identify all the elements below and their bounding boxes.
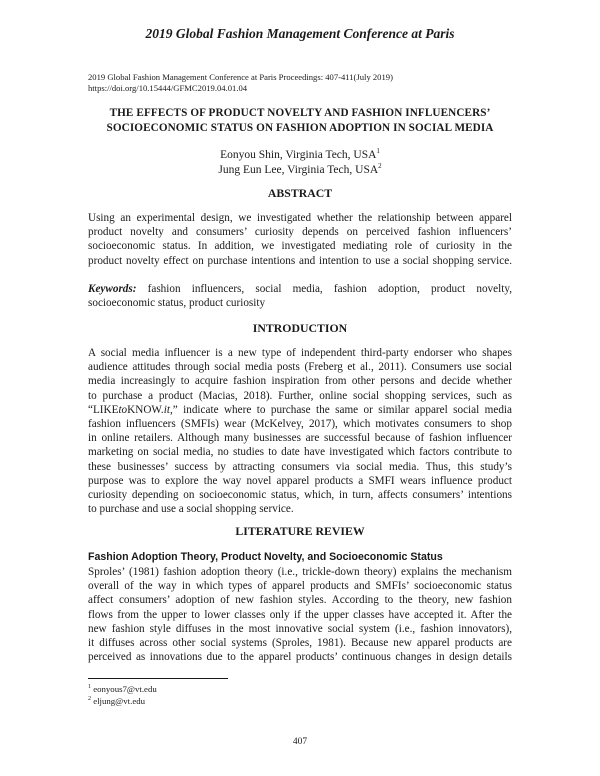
text-line: overall of the way in which types of apparel products and SMFIs’ socioeconomic status: [88, 580, 512, 593]
page-number: 407: [292, 737, 308, 747]
text-line: purpose was to explore the way novel apparel products a SMFI wears influence product: [88, 474, 512, 487]
abstract-body: [88, 211, 512, 268]
text-line: flows from the upper to lower classes only if the upper classes have accepted it. After the: [88, 608, 512, 621]
author-list: [0, 148, 600, 177]
footnotes: [88, 683, 157, 707]
inline-text: “LIKE: [88, 403, 119, 416]
text-line: media increasingly to acquire fashion inspiration from other persons and decide whether: [88, 375, 512, 388]
footnote: [88, 695, 157, 707]
footnote: [88, 683, 157, 695]
text-line: in online retailers. Although many businesses are successful because of fashion influencer: [88, 432, 512, 445]
keywords-list: fashion influencers, social media, fashion adoption, product novelty,: [136, 283, 512, 295]
text-line: perceived as innovations due to the apparel products’ continuous changes in design details: [88, 651, 512, 664]
text-line: socioeconomic status. In addition, we investigated mediating role of curiosity in the: [88, 240, 512, 253]
footnote-email[interactable]: eonyous7@vt.edu: [91, 684, 157, 694]
doi-link[interactable]: https://doi.org/10.15444/GFMC2019.04.01.04: [88, 83, 248, 93]
abstract-heading: ABSTRACT: [267, 186, 333, 200]
running-head: 2019 Global Fashion Management Conference at Paris: [145, 26, 455, 41]
text-line: audience attitudes through social media posts (Freberg et al., 2011). Consumers use social: [88, 361, 512, 374]
introduction-heading: INTRODUCTION: [252, 321, 348, 335]
text-line: to purchase and use a social shopping service.: [88, 503, 294, 516]
inline-italic: to: [118, 403, 128, 416]
literature-review-heading: LITERATURE REVIEW: [235, 524, 365, 538]
author-name: Jung Eun Lee, Virginia Tech, USA: [218, 163, 379, 176]
text-line: to purchase a product (Macias, 2018). Further, online social shopping services, such as: [88, 389, 512, 402]
text-line: [88, 403, 512, 417]
inline-text: KNOW.: [127, 403, 164, 416]
text-line: it diffuses across other social systems (Sproles, 1981). Because new apparel products are: [88, 637, 512, 650]
author-footnote-mark: 1: [376, 147, 380, 156]
keywords-label: Keywords:: [88, 283, 137, 295]
keywords: [88, 282, 512, 310]
title-line: THE EFFECTS OF PRODUCT NOVELTY AND FASHION INFLUENCERS’: [109, 107, 491, 119]
inline-text: ,” indicate where to purchase the same or similar apparel social media: [169, 403, 512, 416]
literature-review-body: [88, 565, 512, 664]
text-line: A social media influencer is a new type of independent third-party endorser who shapes: [88, 347, 512, 359]
proceedings-citation: 2019 Global Fashion Management Conference at Paris Proceedings: 407-411(July 2019): [88, 72, 393, 82]
footnote-divider: [88, 678, 228, 679]
footnote-email[interactable]: eljung@vt.edu: [91, 696, 146, 706]
section-subheading: Fashion Adoption Theory, Product Novelty, and Socioeconomic Status: [88, 551, 443, 563]
text-line: Using an experimental design, we investigated whether the relationship between apparel: [88, 212, 512, 224]
author-name: Eonyou Shin, Virginia Tech, USA: [220, 149, 377, 161]
text-line: socioeconomic status, product curiosity: [88, 297, 266, 310]
footnote-mark: 1: [88, 684, 91, 691]
inline-italic: it: [163, 403, 170, 416]
text-line: product novelty and consumers’ curiosity depends on perceived fashion influencers’: [88, 226, 512, 239]
text-line: affect consumers’ adoption of new fashion styles. According to the theory, new fashion: [88, 594, 512, 607]
footnote-mark: 2: [88, 696, 91, 703]
text-line: these businesses’ success by attracting consumers via social media. Thus, this study’s: [88, 460, 512, 473]
author-footnote-mark: 2: [378, 161, 382, 170]
proceedings-info: [88, 72, 393, 94]
text-line: product novelty effect on purchase intentions and intention to use a social shopping service.: [88, 254, 512, 267]
text-line: Sproles’ (1981) fashion adoption theory (i.e., trickle-down theory) explains the mechanism: [88, 566, 512, 578]
paper-title: [60, 106, 540, 136]
text-line: curiosity depending on socioeconomic status, which, in turn, affects consumers’ intentions: [88, 489, 512, 502]
author-line: [0, 148, 600, 163]
text-line: fashion influencers (SMFIs) wear (McKelvey, 2017), which motivates consumers to shop: [88, 418, 512, 431]
text-line: marketing on social media, no studies to date have investigated which factors contribute to: [88, 446, 512, 459]
text-line: new fashion style diffuses in the most innovative social system (i.e., fashion innovators),: [88, 622, 512, 635]
text-line: [88, 282, 512, 296]
author-line: [0, 163, 600, 178]
introduction-body: [88, 346, 512, 516]
title-line: SOCIOECONOMIC STATUS ON FASHION ADOPTION IN SOCIAL MEDIA: [106, 122, 494, 134]
